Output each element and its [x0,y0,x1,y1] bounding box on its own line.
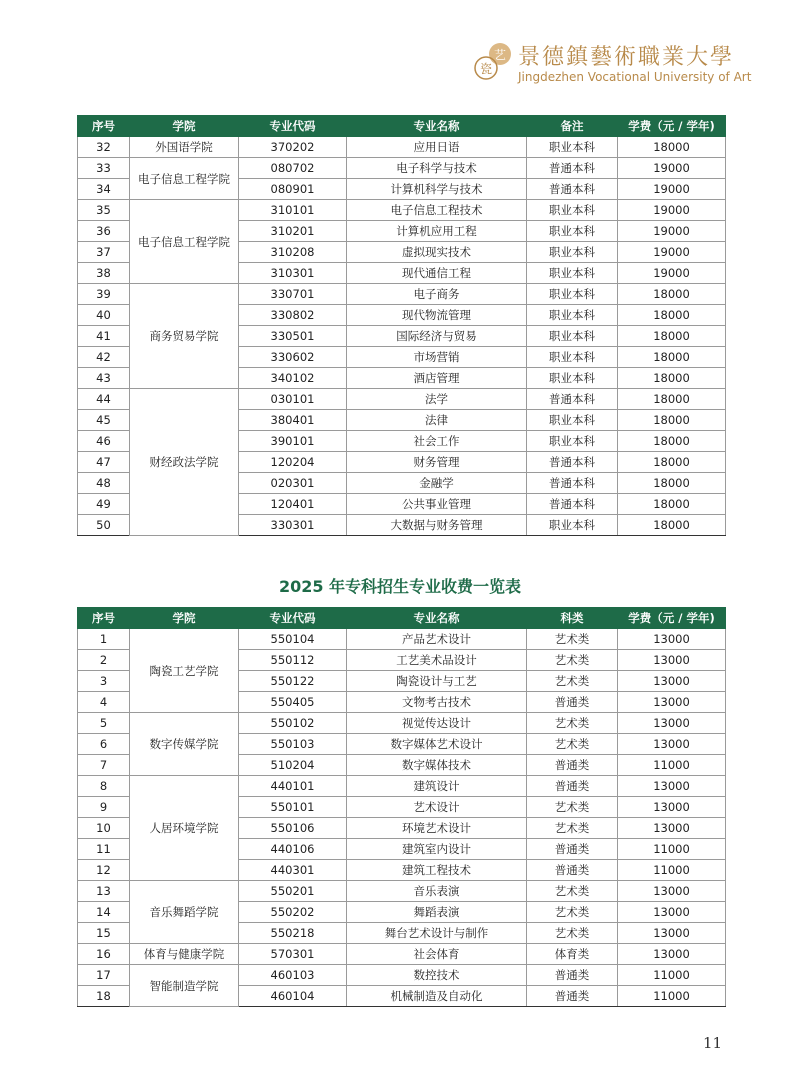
tuition-cell: 13000 [618,734,726,755]
college-cell: 财经政法学院 [130,389,239,536]
category-cell: 职业本科 [527,242,618,263]
row-number-cell: 12 [78,860,130,881]
column-header: 序号 [78,608,130,629]
tuition-cell: 13000 [618,671,726,692]
row-number-cell: 34 [78,179,130,200]
college-cell: 电子信息工程学院 [130,158,239,200]
tuition-cell: 13000 [618,944,726,965]
category-cell: 职业本科 [527,410,618,431]
column-header: 专业名称 [347,116,527,137]
major-code-cell: 550218 [239,923,347,944]
major-code-cell: 550106 [239,818,347,839]
category-cell: 艺术类 [527,797,618,818]
row-number-cell: 42 [78,347,130,368]
major-name-cell: 视觉传达设计 [347,713,527,734]
table-row [78,881,726,902]
row-number-cell: 6 [78,734,130,755]
major-name-cell: 建筑工程技术 [347,860,527,881]
category-cell: 体育类 [527,944,618,965]
tuition-cell: 11000 [618,860,726,881]
major-name-cell: 现代通信工程 [347,263,527,284]
tuition-cell: 18000 [618,389,726,410]
category-cell: 普通本科 [527,473,618,494]
major-code-cell: 330301 [239,515,347,536]
tuition-cell: 19000 [618,200,726,221]
row-number-cell: 18 [78,986,130,1007]
tuition-cell: 19000 [618,242,726,263]
major-name-cell: 电子信息工程技术 [347,200,527,221]
university-name-cn: 景德鎮藝術職業大學 [518,45,735,70]
row-number-cell: 48 [78,473,130,494]
category-cell: 职业本科 [527,515,618,536]
row-number-cell: 3 [78,671,130,692]
table-row [78,713,726,734]
tuition-cell: 18000 [618,137,726,158]
tuition-cell: 19000 [618,263,726,284]
category-cell: 普通本科 [527,179,618,200]
row-number-cell: 7 [78,755,130,776]
major-name-cell: 应用日语 [347,137,527,158]
category-cell: 艺术类 [527,923,618,944]
major-name-cell: 计算机科学与技术 [347,179,527,200]
major-code-cell: 120204 [239,452,347,473]
major-name-cell: 文物考古技术 [347,692,527,713]
major-code-cell: 550103 [239,734,347,755]
major-code-cell: 570301 [239,944,347,965]
college-cell: 商务贸易学院 [130,284,239,389]
major-name-cell: 市场营销 [347,347,527,368]
major-name-cell: 艺术设计 [347,797,527,818]
row-number-cell: 33 [78,158,130,179]
college-cell: 数字传媒学院 [130,713,239,776]
tuition-cell: 13000 [618,692,726,713]
major-code-cell: 310301 [239,263,347,284]
major-name-cell: 机械制造及自动化 [347,986,527,1007]
row-number-cell: 50 [78,515,130,536]
major-code-cell: 330802 [239,305,347,326]
tuition-cell: 18000 [618,305,726,326]
major-code-cell: 550112 [239,650,347,671]
column-header: 学费（元 / 学年) [618,116,726,137]
major-name-cell: 社会工作 [347,431,527,452]
row-number-cell: 47 [78,452,130,473]
major-name-cell: 工艺美术品设计 [347,650,527,671]
major-code-cell: 440101 [239,776,347,797]
tuition-cell: 19000 [618,158,726,179]
row-number-cell: 9 [78,797,130,818]
major-code-cell: 340102 [239,368,347,389]
tuition-cell: 18000 [618,452,726,473]
column-header: 序号 [78,116,130,137]
row-number-cell: 46 [78,431,130,452]
major-code-cell: 550101 [239,797,347,818]
college-cell: 音乐舞蹈学院 [130,881,239,944]
row-number-cell: 16 [78,944,130,965]
tuition-cell: 13000 [618,797,726,818]
major-name-cell: 环境艺术设计 [347,818,527,839]
major-name-cell: 数字媒体技术 [347,755,527,776]
table-row [78,137,726,158]
table-row [78,389,726,410]
row-number-cell: 10 [78,818,130,839]
major-code-cell: 330501 [239,326,347,347]
row-number-cell: 36 [78,221,130,242]
row-number-cell: 43 [78,368,130,389]
category-cell: 职业本科 [527,431,618,452]
major-code-cell: 550201 [239,881,347,902]
major-name-cell: 现代物流管理 [347,305,527,326]
major-name-cell: 建筑设计 [347,776,527,797]
category-cell: 普通类 [527,965,618,986]
category-cell: 普通类 [527,860,618,881]
tuition-cell: 18000 [618,473,726,494]
category-cell: 艺术类 [527,629,618,650]
tuition-cell: 18000 [618,410,726,431]
row-number-cell: 49 [78,494,130,515]
svg-text:艺: 艺 [493,48,507,62]
svg-text:瓷: 瓷 [479,62,493,76]
row-number-cell: 15 [78,923,130,944]
major-code-cell: 310101 [239,200,347,221]
category-cell: 艺术类 [527,650,618,671]
category-cell: 职业本科 [527,347,618,368]
row-number-cell: 41 [78,326,130,347]
major-code-cell: 390101 [239,431,347,452]
major-name-cell: 计算机应用工程 [347,221,527,242]
tuition-cell: 19000 [618,179,726,200]
category-cell: 职业本科 [527,284,618,305]
table-row [78,158,726,179]
major-code-cell: 310208 [239,242,347,263]
major-code-cell: 080702 [239,158,347,179]
college-cell: 外国语学院 [130,137,239,158]
university-name-en: Jingdezhen Vocational University of Art [518,70,752,84]
tuition-cell: 13000 [618,629,726,650]
major-name-cell: 大数据与财务管理 [347,515,527,536]
row-number-cell: 14 [78,902,130,923]
tuition-cell: 13000 [618,650,726,671]
category-cell: 普通本科 [527,389,618,410]
tuition-cell: 19000 [618,221,726,242]
tuition-cell: 18000 [618,515,726,536]
row-number-cell: 40 [78,305,130,326]
category-cell: 职业本科 [527,221,618,242]
row-number-cell: 2 [78,650,130,671]
tuition-cell: 11000 [618,755,726,776]
row-number-cell: 13 [78,881,130,902]
category-cell: 艺术类 [527,734,618,755]
major-code-cell: 330602 [239,347,347,368]
column-header: 专业名称 [347,608,527,629]
row-number-cell: 37 [78,242,130,263]
category-cell: 艺术类 [527,671,618,692]
table-body [78,137,726,536]
table-body [78,629,726,1007]
tuition-cell: 13000 [618,818,726,839]
column-header: 学费（元 / 学年) [618,608,726,629]
column-header: 学院 [130,116,239,137]
college-cell: 电子信息工程学院 [130,200,239,284]
major-name-cell: 电子科学与技术 [347,158,527,179]
major-code-cell: 440106 [239,839,347,860]
university-logo-icon [470,40,516,86]
major-name-cell: 音乐表演 [347,881,527,902]
category-cell: 普通类 [527,839,618,860]
major-name-cell: 舞蹈表演 [347,902,527,923]
table-row [78,776,726,797]
table-header-row [78,608,726,629]
category-cell: 职业本科 [527,137,618,158]
category-cell: 艺术类 [527,881,618,902]
major-name-cell: 法学 [347,389,527,410]
column-header: 专业代码 [239,116,347,137]
major-code-cell: 310201 [239,221,347,242]
major-code-cell: 080901 [239,179,347,200]
major-name-cell: 社会体育 [347,944,527,965]
major-code-cell: 330701 [239,284,347,305]
major-code-cell: 120401 [239,494,347,515]
major-code-cell: 550405 [239,692,347,713]
row-number-cell: 35 [78,200,130,221]
major-code-cell: 030101 [239,389,347,410]
page-number: 11 [703,1034,723,1052]
tuition-cell: 13000 [618,923,726,944]
major-code-cell: 440301 [239,860,347,881]
major-name-cell: 财务管理 [347,452,527,473]
row-number-cell: 44 [78,389,130,410]
table-row [78,200,726,221]
major-code-cell: 370202 [239,137,347,158]
row-number-cell: 32 [78,137,130,158]
category-cell: 普通本科 [527,494,618,515]
tuition-cell: 13000 [618,776,726,797]
major-code-cell: 380401 [239,410,347,431]
tuition-cell: 18000 [618,284,726,305]
column-header: 专业代码 [239,608,347,629]
vocational-table-title: 2025 年专科招生专业收费一览表 [278,577,522,596]
row-number-cell: 8 [78,776,130,797]
column-header: 科类 [527,608,618,629]
tuition-cell: 18000 [618,368,726,389]
column-header: 学院 [130,608,239,629]
major-code-cell: 510204 [239,755,347,776]
major-name-cell: 数控技术 [347,965,527,986]
row-number-cell: 11 [78,839,130,860]
college-cell: 人居环境学院 [130,776,239,881]
tuition-cell: 13000 [618,881,726,902]
category-cell: 普通类 [527,755,618,776]
table-row [78,629,726,650]
category-cell: 艺术类 [527,713,618,734]
category-cell: 职业本科 [527,326,618,347]
table-header-row [78,116,726,137]
category-cell: 职业本科 [527,263,618,284]
tuition-cell: 13000 [618,713,726,734]
column-header: 备注 [527,116,618,137]
major-code-cell: 460104 [239,986,347,1007]
tuition-cell: 18000 [618,347,726,368]
major-name-cell: 法律 [347,410,527,431]
major-code-cell: 550102 [239,713,347,734]
major-code-cell: 460103 [239,965,347,986]
college-cell: 智能制造学院 [130,965,239,1007]
tuition-cell: 11000 [618,839,726,860]
major-name-cell: 金融学 [347,473,527,494]
category-cell: 艺术类 [527,902,618,923]
row-number-cell: 45 [78,410,130,431]
page-header [470,40,770,90]
major-name-cell: 数字媒体艺术设计 [347,734,527,755]
major-name-cell: 电子商务 [347,284,527,305]
category-cell: 职业本科 [527,200,618,221]
major-name-cell: 国际经济与贸易 [347,326,527,347]
major-name-cell: 建筑室内设计 [347,839,527,860]
category-cell: 普通本科 [527,452,618,473]
row-number-cell: 17 [78,965,130,986]
row-number-cell: 38 [78,263,130,284]
table-row [78,284,726,305]
category-cell: 普通本科 [527,158,618,179]
category-cell: 职业本科 [527,368,618,389]
tuition-cell: 18000 [618,326,726,347]
major-name-cell: 公共事业管理 [347,494,527,515]
undergraduate-fee-table [77,115,726,536]
major-code-cell: 550104 [239,629,347,650]
major-name-cell: 陶瓷设计与工艺 [347,671,527,692]
category-cell: 职业本科 [527,305,618,326]
major-code-cell: 020301 [239,473,347,494]
tuition-cell: 18000 [618,431,726,452]
category-cell: 普通类 [527,692,618,713]
college-cell: 陶瓷工艺学院 [130,629,239,713]
major-name-cell: 舞台艺术设计与制作 [347,923,527,944]
category-cell: 普通类 [527,986,618,1007]
major-name-cell: 产品艺术设计 [347,629,527,650]
tuition-cell: 11000 [618,965,726,986]
row-number-cell: 39 [78,284,130,305]
major-code-cell: 550202 [239,902,347,923]
vocational-fee-table [77,607,726,1007]
tuition-cell: 11000 [618,986,726,1007]
major-code-cell: 550122 [239,671,347,692]
row-number-cell: 1 [78,629,130,650]
table-row [78,965,726,986]
category-cell: 普通类 [527,776,618,797]
row-number-cell: 5 [78,713,130,734]
row-number-cell: 4 [78,692,130,713]
tuition-cell: 18000 [618,494,726,515]
major-name-cell: 酒店管理 [347,368,527,389]
table-row [78,944,726,965]
tuition-cell: 13000 [618,902,726,923]
major-name-cell: 虚拟现实技术 [347,242,527,263]
category-cell: 艺术类 [527,818,618,839]
college-cell: 体育与健康学院 [130,944,239,965]
